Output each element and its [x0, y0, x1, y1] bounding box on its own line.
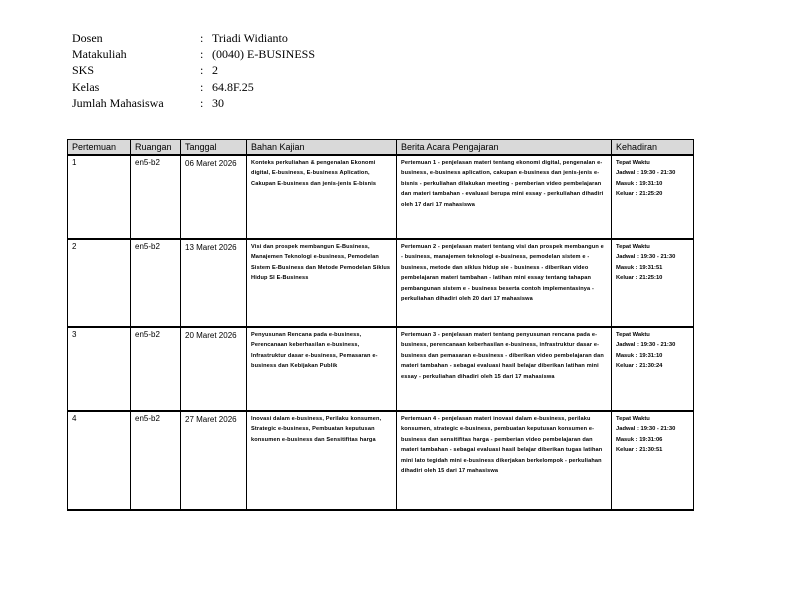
info-label: SKS	[72, 63, 95, 78]
info-label: Matakuliah	[72, 47, 127, 62]
info-label: Kelas	[72, 79, 100, 94]
cell-tanggal: 06 Maret 2026	[181, 155, 247, 239]
header-pertemuan: Pertemuan	[68, 140, 131, 156]
kehadiran-jadwal: Jadwal : 19:30 - 21:30	[616, 426, 676, 433]
kehadiran-jadwal: Jadwal : 19:30 - 21:30	[616, 342, 676, 349]
cell-ruangan: en5-b2	[131, 239, 181, 327]
header-ruangan: Ruangan	[131, 140, 181, 156]
kehadiran-status: Tepat Waktu	[616, 244, 650, 250]
cell-tanggal: 20 Maret 2026	[181, 327, 247, 411]
kehadiran-status: Tepat Waktu	[616, 332, 650, 338]
info-colon: :	[200, 79, 204, 94]
header-bahan-kajian: Bahan Kajian	[247, 140, 397, 156]
cell-berita-acara: Pertemuan 2 - penjelasan materi tentang visi dan prospek membangun e - business, manajemen teknologi e-business, pemodelan sistem e - business, metode dan siklus hidup sie - business - diberikan video pembelajaran materi tambahan - latihan mini essay tentang tahapan pembangunan sistem e - business beserta contoh implementasinya - perkuliahan dihadiri oleh 20 dari 17 mahasiswa	[397, 239, 612, 327]
kehadiran-keluar: Keluar : 21:25:10	[616, 275, 663, 282]
cell-kehadiran	[612, 327, 694, 411]
cell-bahan-kajian: Inovasi dalam e-business, Perilaku konsumen, Strategic e-business, Pembuatan keputusan konsumen e-business dan Sensitifitas harga	[247, 411, 397, 510]
kehadiran-status: Tepat Waktu	[616, 416, 650, 422]
course-info	[72, 30, 315, 111]
cell-bahan-kajian: Penyusunan Rencana pada e-business, Perencanaan keberhasilan e-business, Infrastruktur dasar e-business, Pemasaran e-business dan Kebijakan Publik	[247, 327, 397, 411]
cell-pertemuan: 2	[68, 239, 131, 327]
kehadiran-keluar: Keluar : 21:25:20	[616, 191, 663, 198]
cell-bahan-kajian: Visi dan prospek membangun E-Business, Manajemen Teknologi e-business, Pemodelan Sistem E-Business dan Metode Pemodelan Siklus Hidup SI E-Business	[247, 239, 397, 327]
cell-pertemuan: 3	[68, 327, 131, 411]
cell-pertemuan: 4	[68, 411, 131, 510]
cell-berita-acara: Pertemuan 4 - penjelasan materi inovasi dalam e-business, perilaku konsumen, strategic e-business, pembuatan keputusan konsumen e-business dan sensitifitas harga - pemberian video pembelajaran dan materi tambahan - sebagai evaluasi hasil belajar diberikan tugas latihan mini lato tegidah mini e-business dikerjakan berkelompok - perkuliahan dihadiri oleh 15 dari 17 mahasiswa	[397, 411, 612, 510]
kehadiran-masuk: Masuk : 19:31:06	[616, 436, 663, 443]
cell-kehadiran	[612, 239, 694, 327]
info-value: (0040) E-BUSINESS	[212, 47, 316, 62]
cell-tanggal: 13 Maret 2026	[181, 239, 247, 327]
kehadiran-jadwal: Jadwal : 19:30 - 21:30	[616, 170, 676, 177]
table-header-row	[68, 140, 694, 156]
kehadiran-masuk: Masuk : 19:31:51	[616, 264, 663, 271]
header-berita-acara: Berita Acara Pengajaran	[397, 140, 612, 156]
cell-ruangan: en5-b2	[131, 411, 181, 510]
table-row	[68, 155, 694, 239]
cell-berita-acara: Pertemuan 3 - penjelasan materi tentang penyusunan rencana pada e-business, perencanaan keberhasilan e-business, infrastruktur dasar e-business dan pemasaran e-business - diberikan video pembelajaran dan materi tambahan - sebagai evaluasi hasil belajar diberikan latihan mini essay - perkuliahan dihadiri oleh 15 dari 17 mahasiswa	[397, 327, 612, 411]
attendance-table	[67, 139, 694, 511]
cell-berita-acara: Pertemuan 1 - penjelasan materi tentang ekonomi digital, pengenalan e-business, e-business aplication, cakupan e-business dan jenis-jenis e-bisnis - perkuliahan dilakukan meeting - pemberian video pembelajaran dan materi tambahan - evaluasi berupa mini essay - perkuliahan dihadiri oleh 17 dari 17 mahasiswa	[397, 155, 612, 239]
info-row-kelas	[72, 79, 315, 95]
info-row-dosen	[72, 30, 315, 46]
info-row-jumlah-mahasiswa	[72, 95, 315, 111]
kehadiran-keluar: Keluar : 21:30:51	[616, 447, 663, 454]
cell-ruangan: en5-b2	[131, 155, 181, 239]
kehadiran-keluar: Keluar : 21:30:24	[616, 363, 663, 370]
header-tanggal: Tanggal	[181, 140, 247, 156]
info-row-sks	[72, 62, 315, 78]
cell-ruangan: en5-b2	[131, 327, 181, 411]
info-colon: :	[200, 47, 204, 62]
info-label: Dosen	[72, 31, 103, 45]
cell-pertemuan: 1	[68, 155, 131, 239]
kehadiran-masuk: Masuk : 19:31:10	[616, 180, 663, 187]
info-value: 2	[212, 63, 218, 78]
info-value: 30	[212, 95, 224, 110]
table-row	[68, 327, 694, 411]
info-row-matakuliah	[72, 46, 315, 62]
cell-kehadiran	[612, 411, 694, 510]
info-colon: :	[200, 63, 204, 78]
header-kehadiran: Kehadiran	[612, 140, 694, 156]
kehadiran-status: Tepat Waktu	[616, 160, 650, 166]
table-row	[68, 239, 694, 327]
kehadiran-masuk: Masuk : 19:31:10	[616, 352, 663, 359]
info-value: Triadi Widianto	[212, 31, 288, 45]
table-row	[68, 411, 694, 510]
info-colon: :	[200, 31, 204, 45]
info-label: Jumlah Mahasiswa	[72, 95, 164, 110]
kehadiran-jadwal: Jadwal : 19:30 - 21:30	[616, 254, 676, 261]
cell-kehadiran	[612, 155, 694, 239]
info-value: 64.8F.25	[212, 79, 254, 94]
cell-tanggal: 27 Maret 2026	[181, 411, 247, 510]
cell-bahan-kajian: Konteks perkuliahan & pengenalan Ekonomi digital, E-business, E-business Aplication, Cakupan E-business dan jenis-jenis E-bisnis	[247, 155, 397, 239]
info-colon: :	[200, 95, 204, 110]
